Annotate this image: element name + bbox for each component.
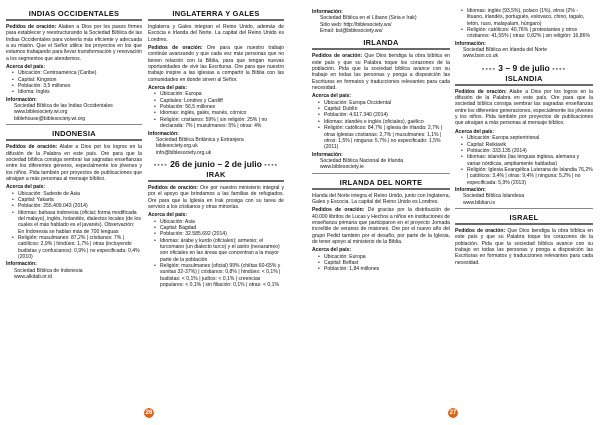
week-date-banner [148,159,284,169]
prayer-text: Alaben a Dios por los pasos firmes para establecer y reestructurando la Sociedad Bíblica de las Indias Occidentales para volverla más eficiente y adecuada a su misión. Que el Señor utilice los proyectos en los que estamos trabajando para llevar transformación y renovación a los segmentos que atendemos. [6,24,142,62]
heading-rule [148,19,284,21]
fact-item: • Religión: cristianos: 59% | sin religión: 25% | no declarada: 7% | musulmanes: 5% | otras: 4% [160,117,284,130]
heading-rule [6,139,142,141]
dots-decoration: ▪▪▪▪ [552,65,567,73]
facts-list [455,8,593,40]
fact-item: • Religión: católicos: 40,76% | protestantes y otros cristianos: 41,55% | otras: 0,82% | sin religión: 16,86% [467,27,593,40]
info-label: Información: [148,130,179,137]
section-heading: IRAK [206,169,226,179]
fact-item: • Idiomas: inglés, galés, manés, córnico [160,110,284,116]
prayer-paragraph [455,228,593,266]
prayer-text: Ore por nuestro ministerio integral y por el apoyo que brindamos a las familias de refugiados. Ore para que la Iglesia en Irak prosiga con su tarea de servicio a los cristianos y otras minorías. [148,184,284,210]
fact-item: • Capital: Dublín [324,106,450,112]
fact-item: • Capital: Reikiavik [467,142,593,148]
info-label: Información: [455,40,486,47]
prayer-paragraph [312,53,450,91]
section-irlanda [312,37,450,173]
section-heading: ISLANDIA [505,73,543,83]
section-inglaterra-y-gales [148,8,284,156]
info-link[interactable]: www.biblesociety.wi.org [14,109,68,116]
fact-item: • Población: 255.409.043 (2014) [18,203,142,209]
heading-rule [6,19,142,21]
info-email[interactable]: biblehouse@biblesociety.wi.org [14,115,86,122]
facts-label: Acerca del país: [455,128,495,135]
fact-item: • Religión: musulmanes (oficial) 99% (chiítas 60-65% y sunitas 32-37%) | cristianos: 0,8% | hindúes: < 0,1% | budistas: < 0,1% | judíos: < 0,1% | creencias populares: < 0,1% | sin filiación: 0,1% | otras: < 0,1% [160,263,284,288]
fact-item: • Capital: Belfast [324,260,450,266]
fact-item: • Población: 32.585.692 (2014) [160,231,284,237]
week-date-banner [455,63,593,73]
page-number-left: 26 [145,410,153,416]
fact-item: • Población: 56,5 millones [160,104,284,110]
prayer-label: Pedidos de oración: [148,45,203,52]
fact-item: • Capital: Kingston [18,77,142,83]
heading-rule [312,188,450,190]
info-link[interactable]: Sitio web: http://biblesociety.ws/ [320,21,392,28]
facts-list [6,70,142,95]
prayer-label: Pedidos de oración: [312,207,365,214]
divider [312,173,450,174]
prayer-label: Pedidos de oración: [6,24,57,30]
prayer-paragraph [455,89,593,127]
section-irak-info [312,9,450,34]
section-islandia [455,63,593,209]
info-line: Sociedad Bíblica en el Líbano (Siria e Irak) [320,15,417,22]
section-indias-occidentales [6,8,142,125]
info-link[interactable]: www.biblesociety.ie [320,164,364,171]
info-line: Sociedad Bíblica en Irlanda del Norte [463,47,548,54]
prayer-label: Pedidos de oración: [6,144,58,151]
info-email[interactable]: Email: bsl@biblesociety.ws/ [320,28,383,35]
fact-item: • Idiomas: islandés (las lenguas inglesa, alemana y varias nórdicas, ampliamente habladas) [467,154,593,167]
heading-rule [455,84,593,86]
heading-rule [455,223,593,225]
column-3 [312,8,450,408]
fact-item: • Capitales: Londres y Cardiff [160,98,284,104]
section-heading: INDIAS OCCIDENTALES [28,9,120,18]
facts-list [6,191,142,261]
dots-decoration: ▪▪▪▪ [481,65,496,73]
facts-label: Acerca del país: [148,212,188,219]
section-irlanda-del-norte [312,177,450,273]
section-irlanda-del-norte-cont [455,8,593,60]
info-label: Información: [6,96,37,103]
fact-item: • Capital: Bagdad [160,225,284,231]
facts-label: Acerca del país: [6,64,46,71]
column-1 [6,8,142,408]
fact-item: • Ubicación: Europa septentrional [467,135,593,141]
divider [6,124,142,125]
section-heading: ISRAEL [509,212,539,222]
info-line: Sociedad Bíblica de las Indias Occidentales [14,103,113,110]
facts-list [455,135,593,186]
prayer-paragraph [148,45,284,83]
fact-item: • Ubicación: Europa [324,254,450,260]
facts-list [148,219,284,289]
info-line: Sociedad Bíblica de Indonesia [14,267,83,274]
prayer-paragraph [6,144,142,182]
fact-item: • Población: 1,84 millones [324,266,450,272]
info-line: Sociedad Bíblica Islandesa [463,193,525,200]
fact-item: • Religión: Iglesia Evangélica Luterana de Islandia 76,2% | católicos: 3,4% | otras: 9,4% | ninguna: 5,2% | no especificada: 5,9% (2013) [467,167,593,186]
section-heading: IRLANDA DEL NORTE [339,177,423,187]
facts-label: Acerca del país: [148,85,188,92]
fact-item: • Ubicación: Sudeste de Asia [18,191,142,197]
fact-item: • Población: 3,5 millones [18,83,142,89]
fact-item: • Ubicación: Europa Occidental [324,100,450,106]
info-line: Sociedad Bíblica Británica y Extranjera [156,136,244,143]
column-2 [148,8,284,408]
section-israel [455,212,593,266]
fact-item: • Idiomas: inglés (93,5%), polaco (1%), otros (2% - lituano, irlandés, portugués, eslovaco, chino, tagalo, letón, ruso, malayalam, húngaro) [467,8,593,27]
intro-paragraph: Inglaterra y Gales integran el Reino Unido, además de Escocia e Irlanda del Norte. La capital del Reino Unido es Londres. [148,24,284,43]
column-4 [455,8,593,408]
heading-rule [148,180,284,182]
info-link[interactable]: biblesociety.org.uk [156,143,198,150]
facts-list [312,100,450,151]
info-link[interactable]: www.bsni.co.uk [463,53,499,60]
prayer-text: Alabe a Dios por los logros en la difusión de la Palabra en este país. Ore para que la sociedad bíblica consiga sembrar las sagradas enseñanzas entre los diferentes generaciones, especialmente los jóvenes y los niños. Pida también por proyectos de publicaciones que atraigan a más personas al mensaje bíblico. [455,88,593,127]
facts-label: Acerca del país: [312,93,352,100]
prayer-text: Que Dios bendiga la obra bíblica en este país y que su Palabra toque los corazones de la población. Pida que la sociedad bíblica avance con su trabajo en todas las personas y ponga a disposición las Escrituras en formatos y traducciones relevantes para cada necesidad. [312,53,450,92]
info-label: Información: [6,261,37,268]
fact-item: • Ubicación: Centroamérica (Caribe) [18,70,142,76]
info-link[interactable]: www.biblian.is [463,199,495,206]
dots-decoration: ▪▪▪▪ [264,161,279,169]
divider [455,208,593,209]
prayer-paragraph [312,207,450,245]
info-label: Información: [455,186,486,193]
section-indonesia [6,128,142,280]
dots-decoration: ▪▪▪▪ [153,161,168,169]
fact-item: • Ubicación: Europa [160,91,284,97]
info-line: Sociedad Bíblica Nacional de Irlanda [320,157,404,164]
week-date: 3 – 9 de julio [498,62,550,73]
prayer-text: Dé gracias por la distribución de 40.000 libritos de Lucas y Hechos a niños en instituciones de enseñanza primaria que participaron en el proyecto Jornada increíble de veranos de misiones. Ore por el nuevo año del grupo Pedid también por el desafío, por parte de la Iglesia, de tener apoyo al ministerio de la Biblia. [312,207,450,245]
fact-item: • Capital: Yakarta [18,197,142,203]
fact-item: • Idiomas: bahasa indonesia (oficial; forma modificada del malayo), inglés, holandés, dialectos locales (de los cuales el más hablado es el javanés). Observación: En Indonesia se hablan más de 700 lenguas [18,210,142,235]
fact-item: • Religión: musulmanes: 87,2% | cristianos: 7% | católicos: 2,9% | hindúes: 1,7% | otras (incluyendo budistas y confucianos): 0,9% | no especificada: 0,4% (2010) [18,235,142,260]
prayer-label: Pedidos de oración: [312,53,363,60]
heading-rule [312,48,450,50]
info-link[interactable]: www.alkitab.or.id [14,274,52,281]
section-heading: INGLATERRA Y GALES [172,9,260,18]
fact-item: • Religión: católicos: 84,7% | iglesia de Irlanda: 2,7% | otras iglesias cristianas: 2,7% | musulmanes: 1,1% | otros: 1,5% | ninguna: 5,7% | no especificado: 1,5% (2011) [324,125,450,150]
facts-label: Acerca del país: [6,184,46,191]
facts-list [148,91,284,129]
prayer-paragraph [6,24,142,62]
intro-paragraph: Irlanda del Norte integra el Reino Unido, junto con Inglaterra, Gales y Escocia. La capital del Reino Unido es Londres. [312,192,450,205]
section-irak [148,159,284,289]
prayer-label: Pedidos de oración: [455,227,506,234]
page-number-right: 27 [449,410,457,416]
prayer-text: Ore para que nuestro trabajo continúe avanzando y que cada vez más personas que no tienen relación con la Biblia, para que tengan nuevas oportunidades de vivir las Escrituras. Ore para que nuestro trabajo inspire a las iglesias a compartir la Biblia con las comunidades en donde sirven al Señor. [148,45,284,83]
fact-item: • Ubicación: Asia [160,219,284,225]
fact-item: • Idiomas: árabe y kurdo (oficiales); armenio; el turcomano (un dialecto turco) y el asirio (neoarameo) son oficiales en las áreas que concentran a la mayor parte de la población [160,238,284,263]
prayer-text: Que Dios bendiga la obra bíblica en este país y que su Palabra toque los corazones de la población. Pida que la sociedad bíblica avance con su trabajo en todas las personas y ponga a disposición las Escrituras en formatos y traducciones relevantes para cada necesidad. [455,227,593,266]
info-label: Información: [312,9,343,15]
prayer-label: Pedidos de oración: [455,88,507,95]
fact-item: • Idioma: Inglés [18,89,142,95]
fact-item: • Población: 4.617.340 (2014) [324,112,450,118]
info-label: Información: [312,151,343,158]
fact-item: • Población: 333.135 (2014) [467,148,593,154]
prayer-text: Alabe a Dios por los logros en la difusión de la Palabra en este país. Ore para que la sociedad bíblica consiga sembrar las sagradas enseñanzas entre los diferentes géneros, especialmente los jóvenes y los niños. Pida también por proyectos de publicaciones que atraigan a más personas al mensaje bíblico. [6,144,142,182]
section-heading: IRLANDA [363,38,399,48]
section-heading: INDONESIA [52,129,96,139]
week-date: 26 de junio – 2 de julio [170,158,262,169]
facts-label: Acerca del país: [312,247,352,254]
fact-item: • Idiomas: irlandés e inglés (oficiales), gaélico [324,119,450,125]
facts-list [312,254,450,273]
prayer-label: Pedidos de oración: [148,184,198,191]
prayer-paragraph [148,185,284,210]
info-email[interactable]: info@biblesociety.org.uk [156,149,212,156]
